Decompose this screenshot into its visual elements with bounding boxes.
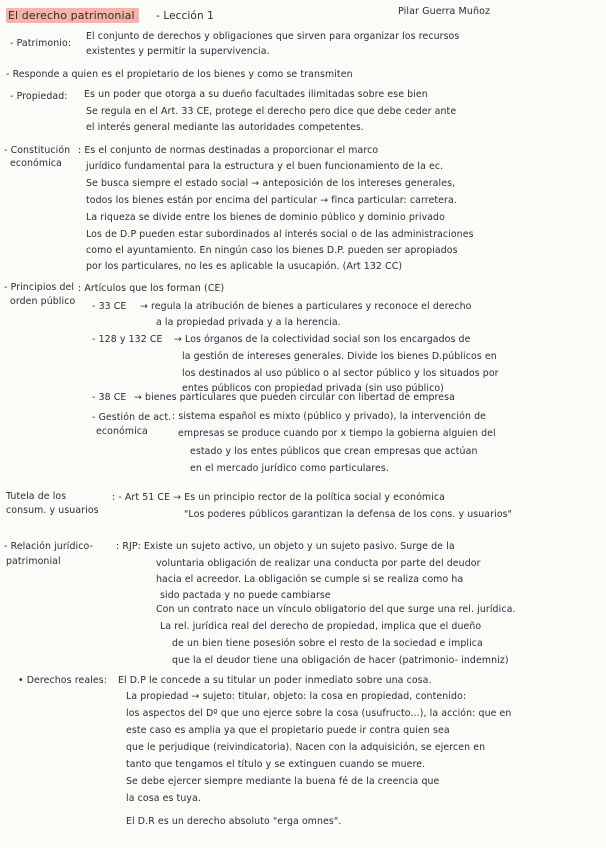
constitucion-label: económica: [10, 158, 62, 169]
derechos-reales-line: Se debe ejercer siempre mediante la buena fé de la creencia que: [126, 776, 440, 787]
relacion-line: hacia el acreedor. La obligación se cumple si se realiza como ha: [156, 574, 464, 585]
principios-label: orden público: [10, 296, 76, 307]
relacion-line: que la el deudor tiene una obligación de hacer (patrimonio- indemniz): [172, 655, 509, 666]
author-name: Pilar Guerra Muñoz: [398, 6, 491, 17]
tutela-label: Tutela de los: [6, 491, 67, 502]
principios-item-key: - 128 y 132 CE: [92, 334, 163, 345]
principios-item-key: económica: [96, 426, 148, 437]
propiedad-label: - Propiedad:: [10, 91, 68, 102]
constitucion-label: - Constitución: [4, 145, 71, 156]
principios-item-key: - 33 CE: [92, 301, 127, 312]
derechos-reales-line: los aspectos del Dº que uno ejerce sobre la cosa (usufructo...), la acción: que en: [126, 708, 512, 719]
patrimonio-line: El conjunto de derechos y obligaciones que sirven para organizar los recursos: [86, 31, 460, 42]
principios-intro: : Artículos que los forman (CE): [78, 283, 225, 294]
principios-item-key: - 38 CE: [92, 392, 127, 403]
constitucion-line: por los particulares, no les es aplicable la usucapión. (Art 132 CC): [86, 261, 403, 272]
relacion-line: Con un contrato nace un vínculo obligatorio del que surge una rel. jurídica.: [156, 604, 516, 615]
derechos-reales-line: El D.P le concede a su titular un poder inmediato sobre una cosa.: [118, 675, 432, 686]
principios-item-line: en el mercado jurídico como particulares.: [190, 463, 389, 474]
derechos-reales-label: • Derechos reales:: [18, 675, 107, 686]
constitucion-line: La riqueza se divide entre los bienes de dominio público y dominio privado: [86, 212, 445, 223]
propiedad-line: Se regula en el Art. 33 CE, protege el derecho pero dice que debe ceder ante: [86, 106, 457, 117]
principios-item-line: a la propiedad privada y a la herencia.: [156, 317, 341, 328]
lesson-label: - Lección 1: [156, 10, 214, 22]
responde-line: - Responde a quien es el propietario de los bienes y como se transmiten: [6, 69, 353, 80]
principios-item-line: → Los órganos de la colectividad social son los encargados de: [174, 334, 471, 345]
principios-item-line: : sistema español es mixto (público y privado), la intervención de: [172, 411, 487, 422]
derechos-reales-line: tanto que tengamos el título y se extinguen cuando se muere.: [126, 759, 426, 770]
derechos-reales-line: que le perjudique (reivindicatoria). Nacen con la adquisición, se ejercen en: [126, 742, 486, 753]
page-title: El derecho patrimonial: [6, 8, 139, 23]
relacion-line: sido pactada y no puede cambiarse: [160, 590, 331, 601]
principios-item-line: entes públicos con propiedad privada (sin uso público): [182, 383, 444, 394]
constitucion-line: Se busca siempre el estado social → anteposición de los intereses generales,: [86, 178, 456, 189]
propiedad-line: Es un poder que otorga a su dueño facultades ilimitadas sobre ese bien: [84, 89, 428, 100]
tutela-label: consum. y usuarios: [6, 505, 99, 516]
principios-item-line: los destinados al uso público o al sector público y los situados por: [182, 368, 499, 379]
patrimonio-line: existentes y permitir la supervivencia.: [86, 46, 270, 57]
principios-item-line: → regula la atribución de bienes a particulares y reconoce el derecho: [140, 301, 472, 312]
derechos-reales-line: La propiedad → sujeto: titular, objeto: la cosa en propiedad, contenido:: [126, 691, 467, 702]
constitucion-line: todos los bienes están por encima del particular → finca particular: carretera.: [86, 195, 457, 206]
relacion-line: de un bien tiene posesión sobre el resto de la sociedad e implica: [172, 638, 483, 649]
derechos-reales-line: este caso es amplia ya que el propietario puede ir contra quien sea: [126, 725, 450, 736]
constitucion-line: jurídico fundamental para la estructura y el buen funcionamiento de la ec.: [86, 161, 444, 172]
relacion-label: patrimonial: [6, 556, 61, 567]
constitucion-line: Los de D.P pueden estar subordinados al interés social o de las administraciones: [86, 229, 474, 240]
propiedad-line: el interés general mediante las autoridades competentes.: [86, 122, 364, 133]
relacion-line: voluntaria obligación de realizar una conducta por parte del deudor: [156, 558, 481, 569]
principios-item-line: empresas se produce cuando por x tiempo la gobierna alguien del: [178, 428, 496, 439]
tutela-line: "Los poderes públicos garantizan la defensa de los cons. y usuarios": [184, 509, 513, 520]
relacion-line: : RJP: Existe un sujeto activo, un objeto y un sujeto pasivo. Surge de la: [116, 541, 455, 552]
principios-label: - Principios del: [4, 282, 75, 293]
constitucion-line: : Es el conjunto de normas destinadas a proporcionar el marco: [78, 145, 379, 156]
patrimonio-label: - Patrimonio:: [10, 38, 72, 49]
relacion-line: La rel. jurídica real del derecho de propiedad, implica que el dueño: [160, 621, 482, 632]
principios-item-line: estado y los entes públicos que crean empresas que actúan: [190, 446, 478, 457]
principios-item-key: - Gestión de act.: [92, 412, 172, 423]
principios-item-line: → bienes particulares que pueden circular con libertad de empresa: [134, 392, 455, 403]
principios-item-line: la gestión de intereses generales. Divide los bienes D.públicos en: [182, 351, 497, 362]
relacion-label: - Relación jurídico-: [4, 541, 93, 552]
derechos-reales-line: El D.R es un derecho absoluto "erga omnes".: [126, 816, 342, 827]
constitucion-line: como el ayuntamiento. En ningún caso los bienes D.P. pueden ser apropiados: [86, 245, 458, 256]
derechos-reales-line: la cosa es tuya.: [126, 793, 201, 804]
tutela-line: : - Art 51 CE → Es un principio rector de la política social y económica: [112, 492, 445, 503]
